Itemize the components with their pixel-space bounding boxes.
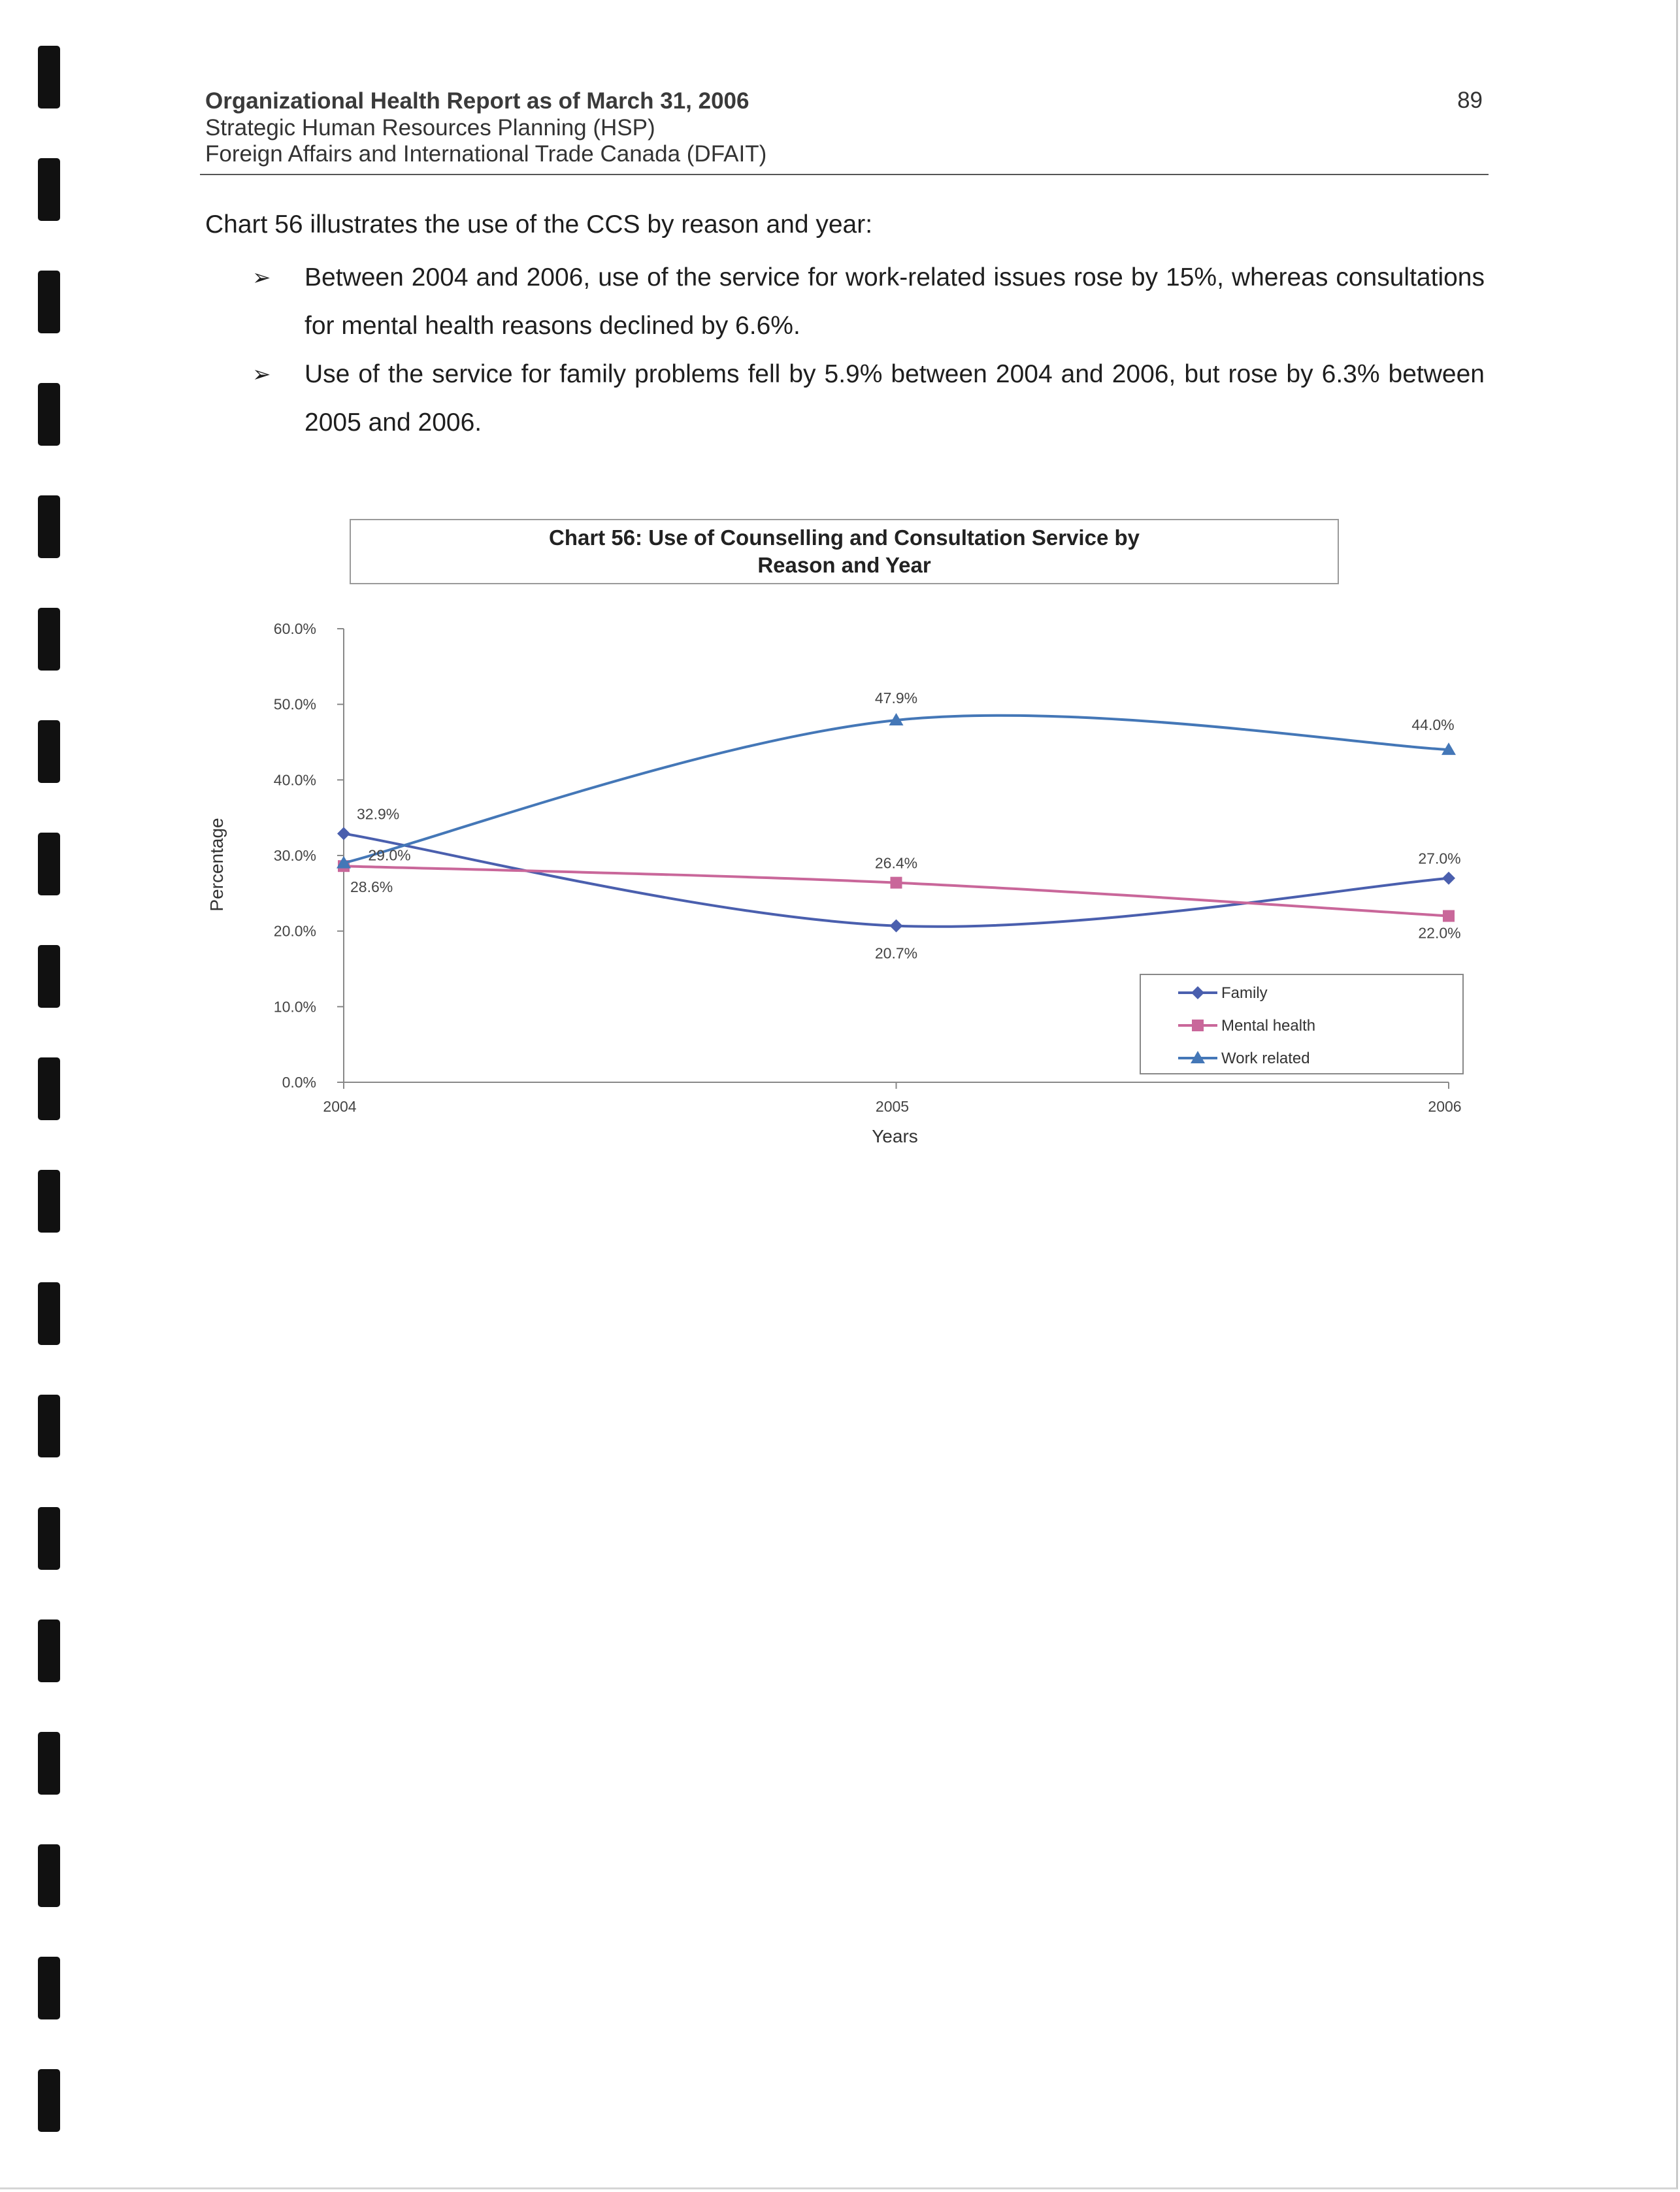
y-tick-label: 40.0%	[273, 771, 316, 789]
data-point-marker	[890, 920, 903, 933]
bullet-text: Use of the service for family problems fell by 5.9% between 2004 and 2006, but rose by 6.3% between 2005 and 2006.	[305, 360, 1485, 437]
data-label: 27.0%	[1418, 850, 1461, 867]
data-point-marker	[337, 827, 350, 840]
legend-label: Mental health	[1221, 1017, 1316, 1035]
binding-hole	[38, 1844, 60, 1907]
data-label: 20.7%	[874, 944, 918, 962]
header-organization: Foreign Affairs and International Trade Canada (DFAIT)	[205, 141, 767, 167]
y-tick-label: 0.0%	[282, 1074, 316, 1091]
binding-hole	[38, 1619, 60, 1682]
data-label: 28.6%	[350, 878, 393, 896]
y-tick-label: 60.0%	[273, 620, 316, 637]
chart-title-line1: Chart 56: Use of Counselling and Consultation Service by	[549, 525, 1140, 550]
x-tick-label: 2005	[875, 1098, 910, 1115]
arrow-bullet-icon: ➢	[252, 362, 271, 387]
page-number: 89	[1457, 88, 1483, 113]
legend-label: Family	[1221, 984, 1268, 1002]
binding-hole	[38, 1732, 60, 1795]
data-label: 29.0%	[368, 846, 411, 864]
data-point-marker	[1443, 910, 1455, 922]
x-tick-label: 2006	[1428, 1098, 1462, 1115]
arrow-bullet-icon: ➢	[252, 265, 271, 290]
y-axis-title: Percentage	[206, 818, 227, 912]
series-line-work-related	[344, 716, 1449, 863]
report-title: Organizational Health Report as of March 31, 2006	[205, 88, 749, 114]
y-tick-label: 10.0%	[273, 998, 316, 1016]
y-tick-label: 30.0%	[273, 847, 316, 864]
legend-marker	[1192, 1020, 1204, 1031]
binding-hole	[38, 1282, 60, 1345]
binding-hole	[38, 1395, 60, 1457]
binding-hole	[38, 1170, 60, 1233]
legend-label: Work related	[1221, 1050, 1310, 1067]
y-tick-label: 20.0%	[273, 922, 316, 940]
x-tick-label: 2004	[323, 1098, 357, 1115]
series-line-mental-health	[344, 866, 1449, 916]
data-point-marker	[891, 877, 902, 889]
data-point-marker	[1442, 872, 1455, 885]
chart-title-line2: Reason and Year	[757, 553, 931, 577]
intro-paragraph: Chart 56 illustrates the use of the CCS by reason and year:	[205, 210, 873, 239]
y-tick-label: 50.0%	[273, 695, 316, 713]
data-label: 26.4%	[874, 854, 918, 872]
x-axis-title: Years	[872, 1126, 918, 1146]
data-label: 47.9%	[874, 689, 918, 706]
binding-hole	[38, 1507, 60, 1570]
data-label: 44.0%	[1411, 716, 1455, 734]
data-label: 32.9%	[357, 805, 400, 823]
data-label: 22.0%	[1418, 924, 1461, 942]
binding-hole	[38, 2069, 60, 2132]
header-department: Strategic Human Resources Planning (HSP)	[205, 115, 655, 141]
binding-hole	[38, 1957, 60, 2019]
bullet-text: Between 2004 and 2006, use of the service for work-related issues rose by 15%, whereas consultations for mental health reasons declined by 6.6%.	[305, 263, 1485, 340]
